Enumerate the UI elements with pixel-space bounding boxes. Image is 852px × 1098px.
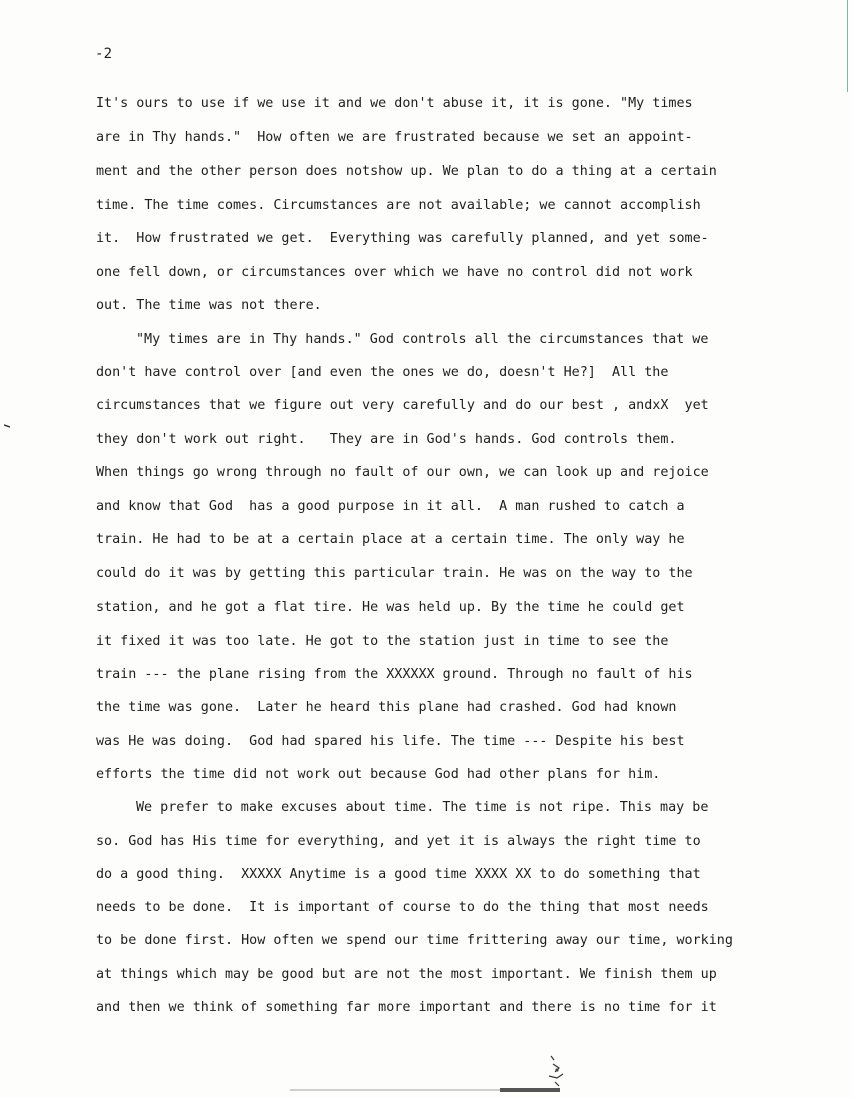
text-line-9: don't have control over [and even the ones we do, doesn't He?] All the <box>96 365 669 380</box>
page-bottom-smudge <box>280 1086 570 1094</box>
text-line-5: it. How frustrated we get. Everything was carefully planned, and yet some- <box>96 231 709 246</box>
text-line-25: needs to be done. It is important of course to do the thing that most needs <box>96 900 709 915</box>
text-line-22: We prefer to make excuses about time. The time is not ripe. This may be <box>136 800 709 815</box>
text-line-4: time. The time comes. Circumstances are not available; we cannot accomplish <box>96 198 701 213</box>
text-line-16: station, and he got a flat tire. He was held up. By the time he could get <box>96 600 685 615</box>
page-edge-line <box>847 0 848 92</box>
text-line-7: out. The time was not there. <box>96 298 322 313</box>
text-line-26: to be done first. How often we spend our time frittering away our time, working <box>96 933 733 948</box>
text-line-18: train --- the plane rising from the XXXXXX ground. Through no fault of his <box>96 667 693 682</box>
page-number: -2 <box>95 46 113 62</box>
text-line-3: ment and the other person does notshow up. We plan to do a thing at a certain <box>96 164 717 179</box>
text-line-6: one fell down, or circumstances over which we have no control did not work <box>96 265 693 280</box>
text-line-12: When things go wrong through no fault of our own, we can look up and rejoice <box>96 465 709 480</box>
text-line-11: they don't work out right. They are in God's hands. God controls them. <box>96 432 677 447</box>
text-line-21: efforts the time did not work out because God had other plans for him. <box>96 767 661 782</box>
text-line-19: the time was gone. Later he heard this plane had crashed. God had known <box>96 700 677 715</box>
text-line-15: could do it was by getting this particular train. He was on the way to the <box>96 566 693 581</box>
margin-mark <box>4 423 10 429</box>
text-line-24: do a good thing. XXXXX Anytime is a good time XXXX XX to do something that <box>96 867 701 882</box>
ink-blot-decoration <box>537 1050 577 1090</box>
text-line-17: it fixed it was too late. He got to the station just in time to see the <box>96 634 669 649</box>
text-line-28: and then we think of something far more important and there is no time for it <box>96 1000 717 1015</box>
text-line-1: It's ours to use if we use it and we don't abuse it, it is gone. "My times <box>96 96 693 111</box>
text-line-8: "My times are in Thy hands." God controls all the circumstances that we <box>136 332 709 347</box>
text-line-14: train. He had to be at a certain place at a certain time. The only way he <box>96 532 685 547</box>
text-line-2: are in Thy hands." How often we are frustrated because we set an appoint- <box>96 130 693 145</box>
text-line-10: circumstances that we figure out very carefully and do our best , andxX yet <box>96 398 709 413</box>
text-line-27: at things which may be good but are not the most important. We finish them up <box>96 967 717 982</box>
text-line-23: so. God has His time for everything, and yet it is always the right time to <box>96 834 701 849</box>
text-line-13: and know that God has a good purpose in it all. A man rushed to catch a <box>96 499 685 514</box>
text-line-20: was He was doing. God had spared his life. The time --- Despite his best <box>96 734 685 749</box>
